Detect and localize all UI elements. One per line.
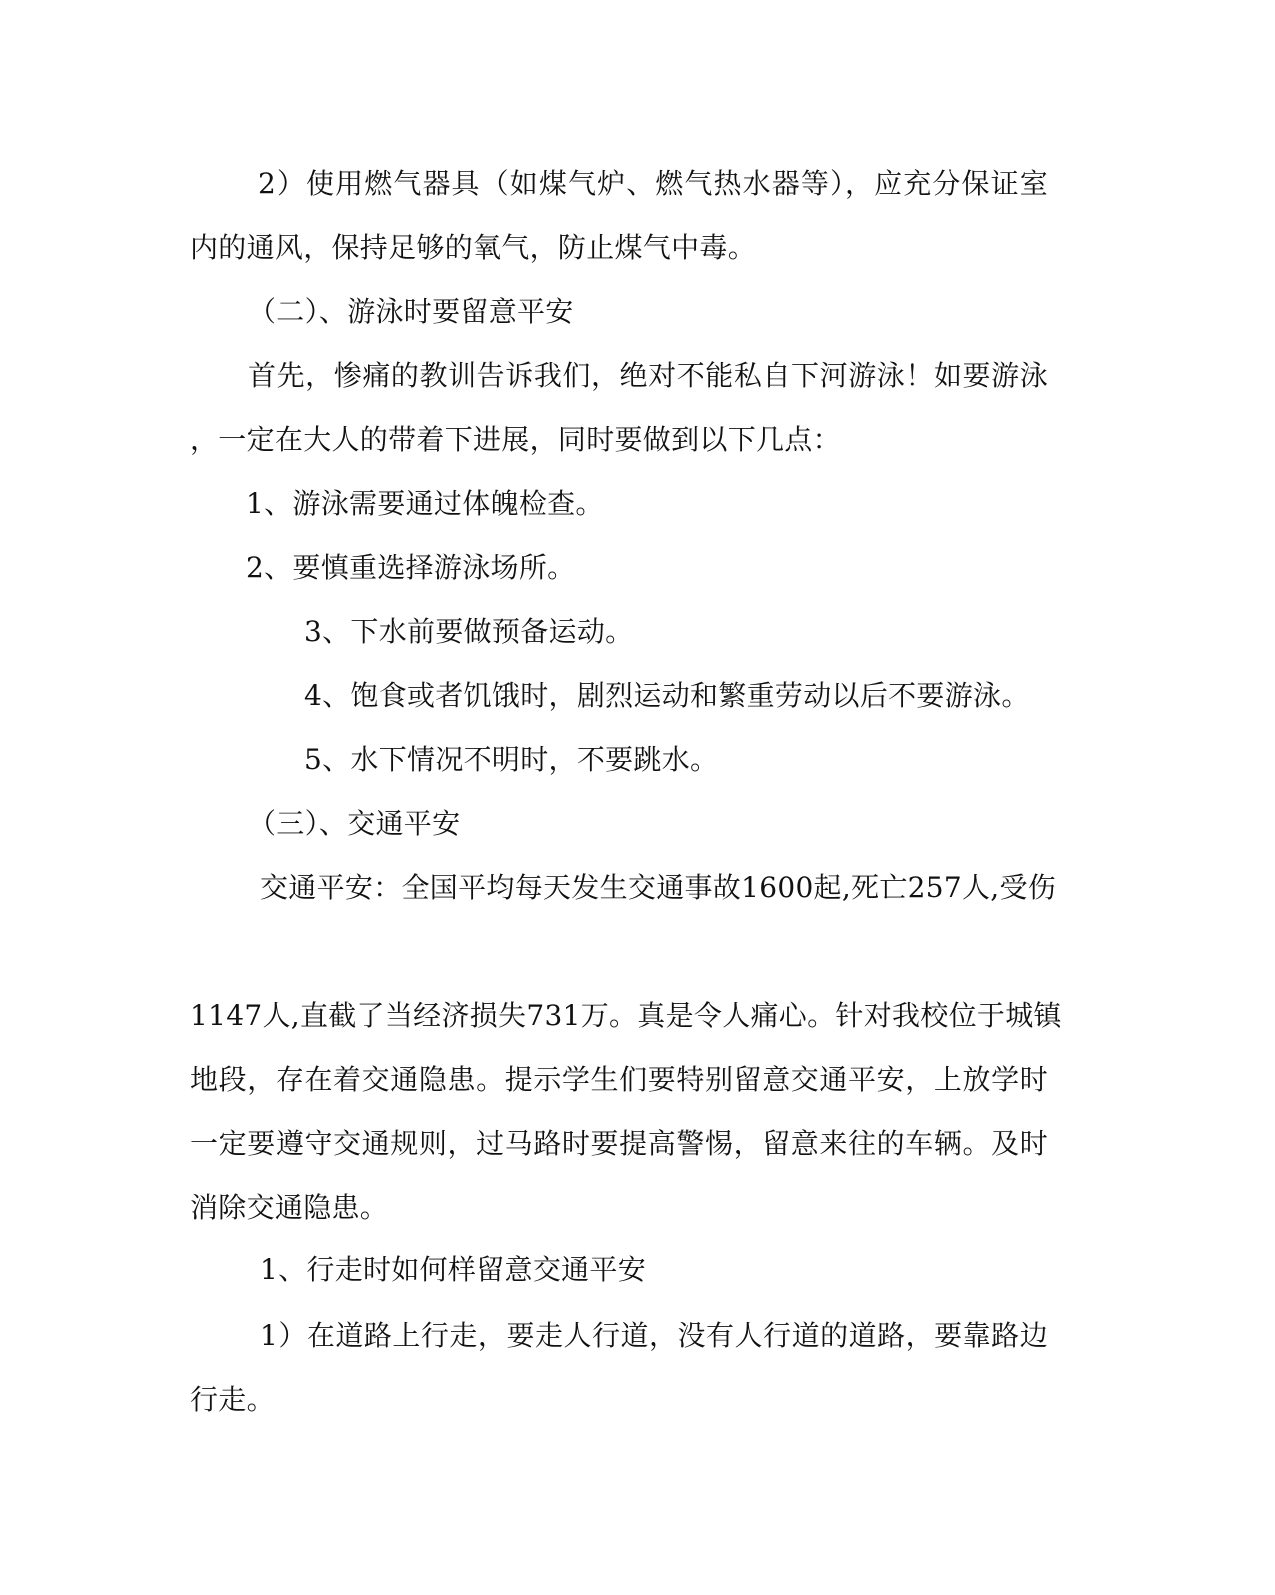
section-heading-swimming: （二）、游泳时要留意平安 bbox=[248, 295, 574, 328]
text-line-15: 一定要遵守交通规则，过马路时要提高警惕，留意来往的车辆。及时 bbox=[190, 1127, 1048, 1160]
text-line-1: 2）使用燃气器具（如煤气炉、燃气热水器等），应充分保证室 bbox=[258, 167, 1048, 200]
text-line-18: 1）在道路上行走，要走人行道，没有人行道的道路，要靠路边 bbox=[260, 1319, 1048, 1352]
list-item-1: 1、游泳需要通过体魄检查。 bbox=[246, 487, 604, 520]
list-item-2: 2、要慎重选择游泳场所。 bbox=[246, 551, 576, 584]
section-heading-traffic: （三）、交通平安 bbox=[248, 807, 461, 840]
text-line-16: 消除交通隐患。 bbox=[190, 1191, 389, 1224]
list-item-3: 3、下水前要做预备运动。 bbox=[304, 615, 634, 648]
text-line-14: 地段，存在着交通隐患。提示学生们要特别留意交通平安，上放学时 bbox=[190, 1063, 1048, 1096]
subsection-heading-walking: 1、行走时如何样留意交通平安 bbox=[260, 1253, 647, 1286]
text-line-13: 1147人,直截了当经济损失731万。真是令人痛心。针对我校位于城镇 bbox=[190, 999, 1062, 1032]
text-line-19: 行走。 bbox=[190, 1383, 275, 1416]
text-line-12: 交通平安：全国平均每天发生交通事故1600起,死亡257人,受伤 bbox=[260, 871, 1057, 904]
list-item-5: 5、水下情况不明时，不要跳水。 bbox=[304, 743, 719, 776]
text-line-4: 首先，惨痛的教训告诉我们，绝对不能私自下河游泳！如要游泳 bbox=[248, 359, 1048, 392]
list-item-4: 4、饱食或者饥饿时，剧烈运动和繁重劳动以后不要游泳。 bbox=[304, 679, 1030, 712]
text-line-5: ，一定在大人的带着下进展，同时要做到以下几点： bbox=[190, 423, 841, 456]
text-line-2: 内的通风，保持足够的氧气，防止煤气中毒。 bbox=[190, 231, 757, 264]
